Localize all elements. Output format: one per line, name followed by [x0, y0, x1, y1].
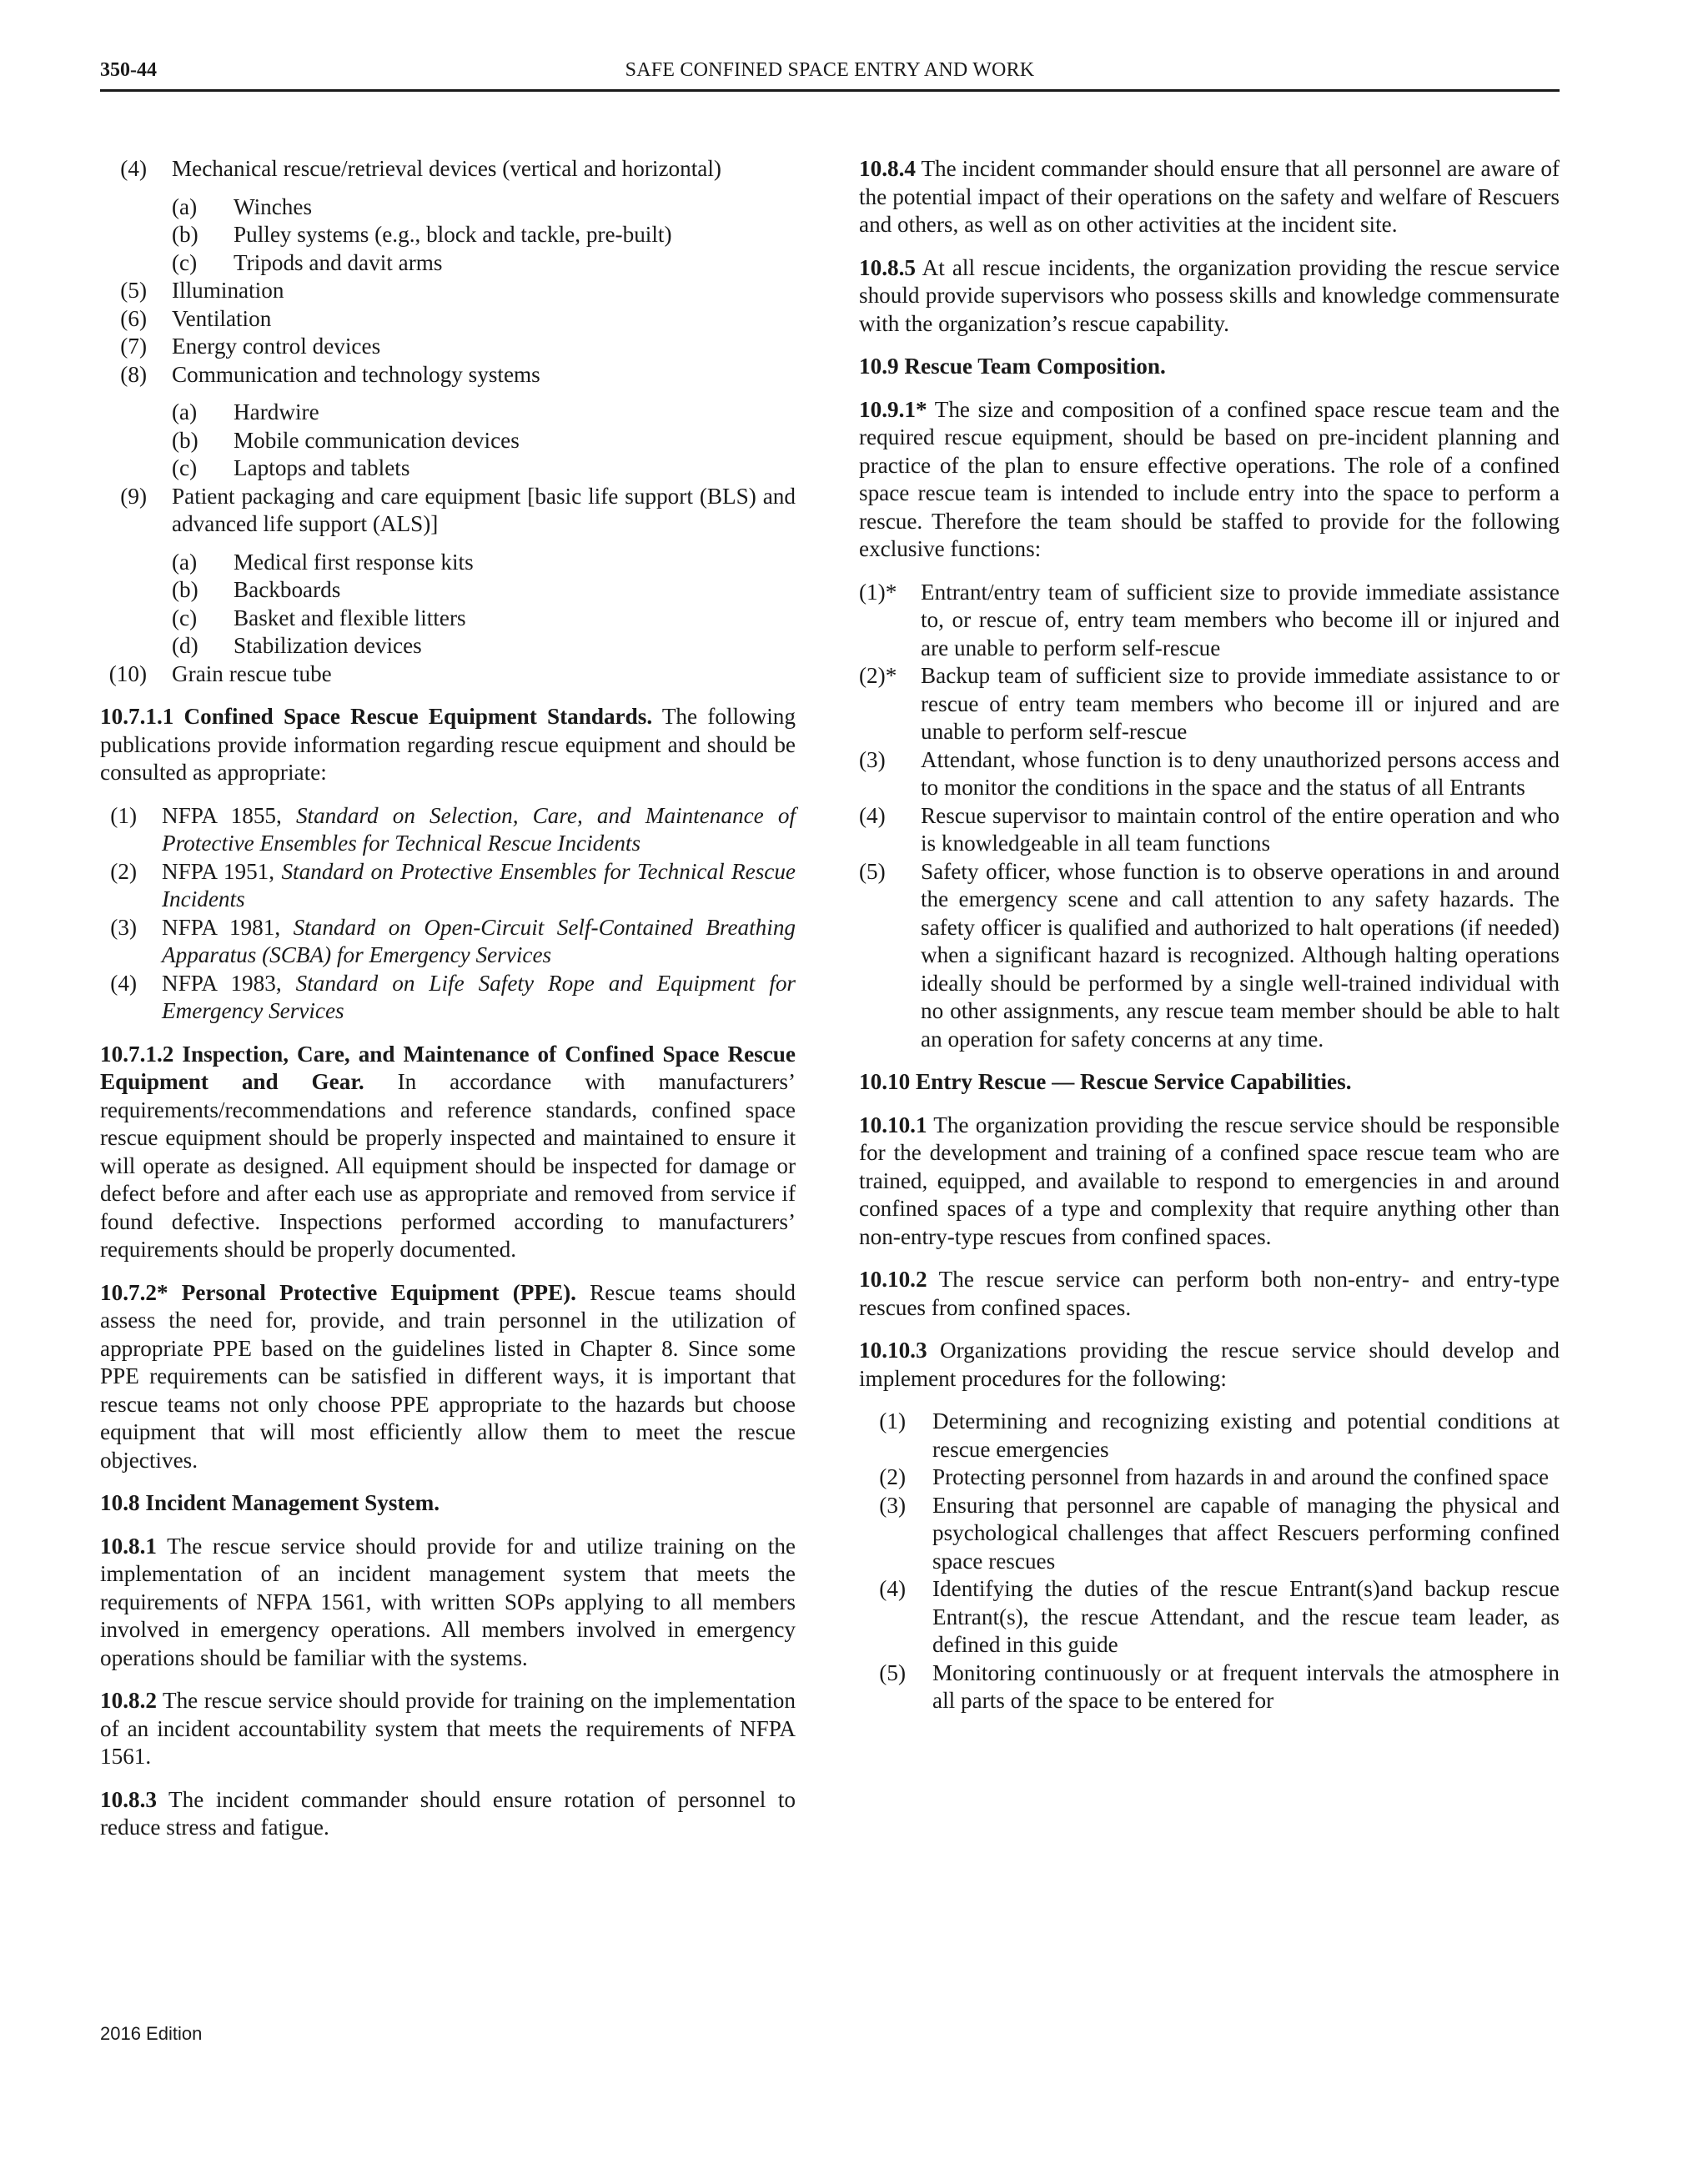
section-10-7-1-2: 10.7.1.2 Inspection, Care, and Maintenance of Confined Space Rescue Equipment and Gear. In accordance with manufacturers’ requirements/recommendations and reference standards, confined space rescue equipment should be properly inspected and maintained to ensure it will operate as designed. All equipment should be inspected for damage or defect before and after each use as appropriate and removed from service if found defective. Inspections performed according to manufacturers’ requirements should be properly documented.	[100, 1041, 796, 1262]
procedures-list	[859, 1408, 1560, 1715]
sub-list-item: (d) Stabilization devices	[172, 633, 422, 658]
section-heading: 10.7.1.2 Inspection, Care, and Maintenance of Confined Space Rescue Equipment and Gear.	[100, 1041, 796, 1094]
sub-list-item: (c) Tripods and davit arms	[172, 249, 443, 275]
sub-list-item: (a) Winches	[172, 193, 313, 219]
sub-list-item: (b) Pulley systems (e.g., block and tackle, pre-built)	[172, 222, 672, 247]
list-item: (3) NFPA 1981, Standard on Open-Circuit Self-Contained Breathing Apparatus (SCBA) for Emergency Services	[110, 914, 796, 967]
list-item: (4) NFPA 1983, Standard on Life Safety Rope and Equipment for Emergency Services	[110, 970, 796, 1023]
section-10-7-1-1: 10.7.1.1 Confined Space Rescue Equipment Standards. The following publications provide information regarding rescue equipment and should be consulted as appropriate:	[100, 704, 796, 785]
section-10-10-1: 10.10.1 The organization providing the rescue service should be responsible for the development and training of a confined space rescue team who are trained, equipped, and available to respond to emergencies in and around confined spaces of a type and complexity that require anything other than non-entry-type rescues from confined spaces.	[859, 1112, 1560, 1249]
list-item: (8) Communication and technology systems	[120, 361, 540, 387]
section-10-8-3: 10.8.3 The incident commander should ensure rotation of personnel to reduce stress and fatigue.	[100, 1786, 796, 1840]
list-item: (5) Safety officer, whose function is to observe operations in and around the emergency scene and call attention to any safety hazards. The safety officer is qualified and authorized to halt operations (if needed) when a significant hazard is recognized. Although halting operations ideally should be performed by a single well-trained individual with no other assignments, any rescue team member should be able to halt an operation for safety concerns at any time.	[859, 858, 1560, 1052]
section-10-9-1: 10.9.1* The size and composition of a confined space rescue team and the required rescue equipment, should be based on pre-incident planning and practice of the plan to ensure effective operations. The role of a confined space rescue team is intended to include entry into the space to perform a rescue. Therefore the team should be staffed to provide for the following exclusive functions:	[859, 396, 1560, 561]
section-10-9-heading: 10.9 Rescue Team Composition.	[859, 354, 1166, 379]
list-item: (2) NFPA 1951, Standard on Protective Ensembles for Technical Rescue Incidents	[110, 858, 796, 911]
sub-list-item: (b) Mobile communication devices	[172, 427, 520, 453]
section-10-8-5: 10.8.5 At all rescue incidents, the organization providing the rescue service should provide supervisors who possess skills and knowledge commensurate with the organization’s rescue capability.	[859, 254, 1560, 336]
section-10-10-2: 10.10.2 The rescue service can perform both non-entry- and entry-type rescues from confined spaces.	[859, 1267, 1560, 1320]
list-item: (3) Attendant, whose function is to deny unauthorized persons access and to monitor the conditions in the space and the status of all Entrants	[859, 746, 1560, 800]
standards-list	[100, 802, 796, 1026]
section-number: 10.8.4	[859, 156, 916, 181]
list-item: (5) Monitoring continuously or at frequent intervals the atmosphere in all parts of the space to be entered for	[879, 1659, 1560, 1713]
list-item: (5) Illumination	[120, 278, 284, 303]
section-number: 10.9.1*	[859, 396, 927, 422]
list-item: (1)* Entrant/entry team of sufficient size to provide immediate assistance to, or rescue of, entry team members who become ill or injured and are unable to perform self-rescue	[859, 579, 1560, 660]
list-item: (1) NFPA 1855, Standard on Selection, Care, and Maintenance of Protective Ensembles for Technical Rescue Incidents	[110, 802, 796, 856]
sub-list-item: (b) Backboards	[172, 577, 341, 602]
section-10-8-heading: 10.8 Incident Management System.	[100, 1490, 440, 1515]
equipment-list	[100, 155, 796, 688]
right-column	[859, 155, 1560, 1715]
section-number: 10.8.2	[100, 1688, 157, 1713]
list-item: (9) Patient packaging and care equipment [basic life support (BLS) and advanced life support (ALS)]	[120, 483, 796, 536]
sub-list-item: (a) Hardwire	[172, 399, 319, 424]
section-10-8-1: 10.8.1 The rescue service should provide for and utilize training on the implementation of an incident management system that meets the requirements of NFPA 1561, with written SOPs applying to all members involved in emergency operations. All members involved in emergency operations should be familiar with the systems.	[100, 1533, 796, 1670]
list-item: (10) Grain rescue tube	[108, 660, 332, 686]
section-number: 10.8.5	[859, 254, 916, 280]
section-10-8-4: 10.8.4 The incident commander should ensure that all personnel are aware of the potential impact of their operations on the safety and welfare of Rescuers and others, as well as on other activities at the incident site.	[859, 156, 1560, 237]
list-item: (7) Energy control devices	[120, 334, 381, 359]
page-number: 350-44	[100, 59, 157, 81]
page-header	[100, 55, 1560, 92]
section-number: 10.8.3	[100, 1786, 157, 1812]
section-10-10-3: 10.10.3 Organizations providing the rescue service should develop and implement procedures for the following:	[859, 1338, 1560, 1391]
section-10-8-2: 10.8.2 The rescue service should provide for training on the implementation of an incident accountability system that meets the requirements of NFPA 1561.	[100, 1688, 796, 1769]
section-number: 10.10.2	[859, 1267, 927, 1292]
sub-list-item: (a) Medical first response kits	[172, 549, 474, 575]
list-item: (4) Rescue supervisor to maintain control of the entire operation and who is knowledgeable in all team functions	[859, 802, 1560, 856]
section-10-7-2: 10.7.2* Personal Protective Equipment (PPE). Rescue teams should assess the need for, provide, and train personnel in the utilization of appropriate PPE based on the guidelines listed in Chapter 8. Since some PPE requirements can be satisfied in different ways, it is important that rescue teams not only choose PPE appropriate to the hazards but choose equipment that will most efficiently allow them to meet the rescue objectives.	[100, 1279, 796, 1473]
running-title: SAFE CONFINED SPACE ENTRY AND WORK	[625, 59, 1035, 81]
list-item: (2)* Backup team of sufficient size to provide immediate assistance to or rescue of entry team members who become ill or injured and are unable to perform self-rescue	[859, 663, 1560, 744]
section-heading: 10.7.1.1 Confined Space Rescue Equipment Standards.	[100, 704, 653, 729]
section-10-10-heading: 10.10 Entry Rescue — Rescue Service Capabilities.	[859, 1069, 1352, 1094]
list-item: (4) Identifying the duties of the rescue Entrant(s)and backup rescue Entrant(s), the rescue Attendant, and the rescue team leader, as defined in this guide	[879, 1576, 1560, 1657]
edition-footer: 2016 Edition	[100, 2023, 203, 2044]
sub-list-item: (c) Basket and flexible litters	[172, 605, 466, 630]
list-item: (4) Mechanical rescue/retrieval devices (vertical and horizontal)	[120, 156, 721, 181]
list-item: (1) Determining and recognizing existing and potential conditions at rescue emergencies	[879, 1408, 1560, 1462]
section-heading: 10.7.2* Personal Protective Equipment (PPE).	[100, 1279, 576, 1305]
section-number: 10.10.1	[859, 1112, 927, 1137]
section-number: 10.10.3	[859, 1338, 927, 1363]
sub-list-item: (c) Laptops and tablets	[172, 455, 410, 480]
list-item: (6) Ventilation	[120, 305, 272, 331]
team-functions-list	[859, 579, 1560, 1054]
left-column	[100, 155, 796, 1857]
list-item: (3) Ensuring that personnel are capable of managing the physical and psychological challenges that affect Rescuers performing confined space rescues	[879, 1492, 1560, 1574]
list-item: (2) Protecting personnel from hazards in and around the confined space	[879, 1464, 1550, 1489]
section-number: 10.8.1	[100, 1533, 157, 1559]
